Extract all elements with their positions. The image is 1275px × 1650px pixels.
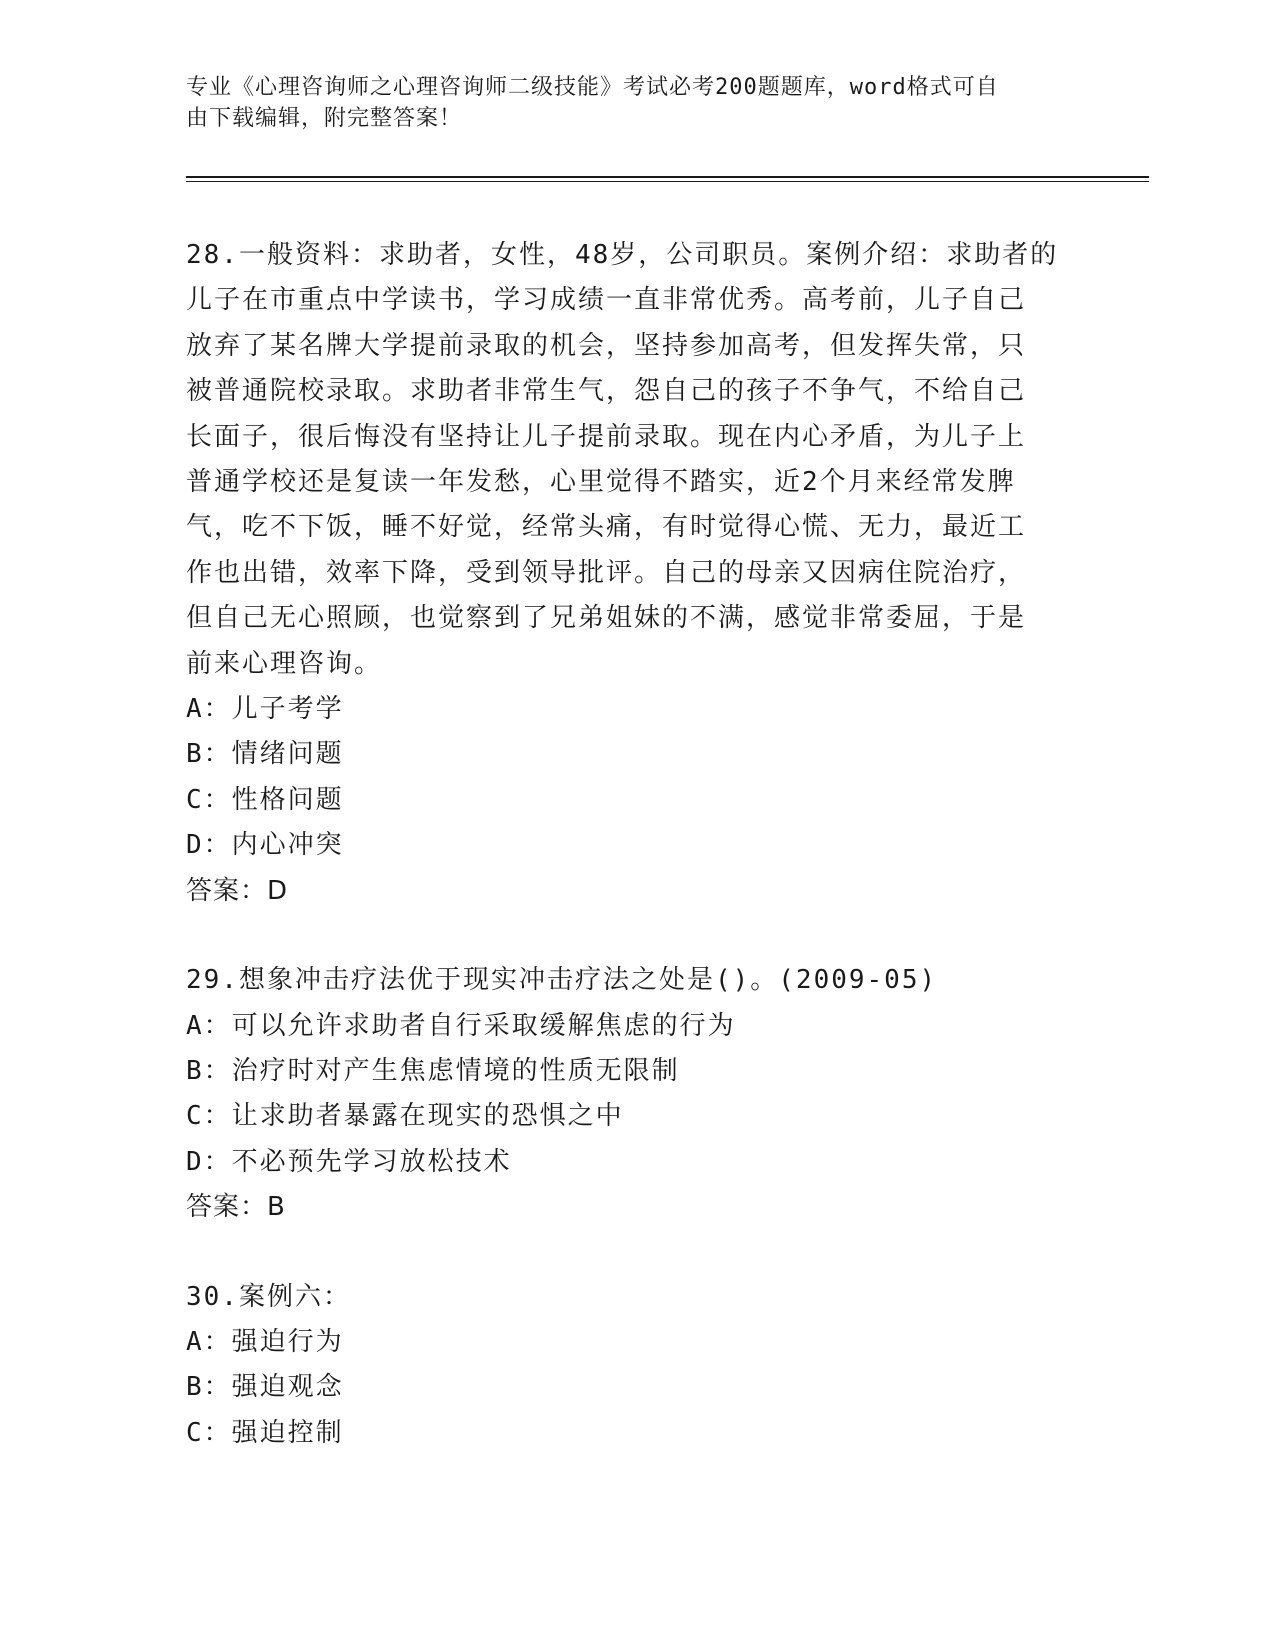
question-stem-line: 放弃了某名牌大学提前录取的机会，坚持参加高考，但发挥失常，只 [186, 330, 1027, 361]
question-stem-line: 作也出错，效率下降，受到领导批评。自己的母亲又因病住院治疗， [186, 557, 1027, 588]
question-stem-line: 但自己无心照顾，也觉察到了兄弟姐妹的不满，感觉非常委屈，于是 [186, 603, 1027, 634]
document-header [186, 72, 1066, 134]
header-divider [186, 181, 1149, 182]
answer-label: 答案：D [186, 875, 289, 906]
option-b: B：情绪问题 [186, 739, 344, 770]
question-stem-line: 被普通院校录取。求助者非常生气，怨自己的孩子不争气，不给自己 [186, 376, 1027, 407]
question-stem-line: 前来心理咨询。 [186, 648, 383, 679]
question-stem-line: 29.想象冲击疗法优于现实冲击疗法之处是()。(2009-05) [186, 965, 938, 996]
question-list [186, 233, 1086, 1500]
option-d: D：不必预先学习放松技术 [186, 1146, 512, 1177]
option-c: C：性格问题 [186, 784, 344, 815]
question-29 [186, 958, 1086, 1230]
option-d: D：内心冲突 [186, 830, 344, 861]
header-divider [186, 176, 1149, 178]
question-stem-line: 儿子在市重点中学读书，学习成绩一直非常优秀。高考前，儿子自己 [186, 285, 1027, 316]
option-c: C：强迫控制 [186, 1417, 344, 1448]
question-28 [186, 233, 1086, 914]
question-stem-line: 30.案例六： [186, 1281, 351, 1312]
header-line: 由下载编辑，附完整答案！ [186, 106, 463, 131]
option-a: A：强迫行为 [186, 1326, 344, 1357]
option-c: C：让求助者暴露在现实的恐惧之中 [186, 1101, 624, 1132]
question-stem-line: 长面子，很后悔没有坚持让儿子提前录取。现在内心矛盾，为儿子上 [186, 421, 1027, 452]
option-a: A：可以允许求助者自行采取缓解焦虑的行为 [186, 1010, 736, 1041]
option-a: A：儿子考学 [186, 694, 344, 725]
header-line: 专业《心理咨询师之心理咨询师二级技能》考试必考200题题库，word格式可自 [186, 75, 999, 100]
question-stem-line: 普通学校还是复读一年发愁，心里觉得不踏实，近2个月来经常发脾 [186, 467, 1016, 498]
question-stem-line: 28.一般资料：求助者，女性，48岁，公司职员。案例介绍：求助者的 [186, 240, 1059, 270]
answer-label: 答案：B [186, 1192, 286, 1223]
option-b: B：治疗时对产生焦虑情境的性质无限制 [186, 1055, 680, 1086]
question-stem-line: 气，吃不下饭，睡不好觉，经常头痛，有时觉得心慌、无力，最近工 [186, 512, 1027, 543]
option-b: B：强迫观念 [186, 1372, 344, 1403]
question-30 [186, 1275, 1086, 1457]
